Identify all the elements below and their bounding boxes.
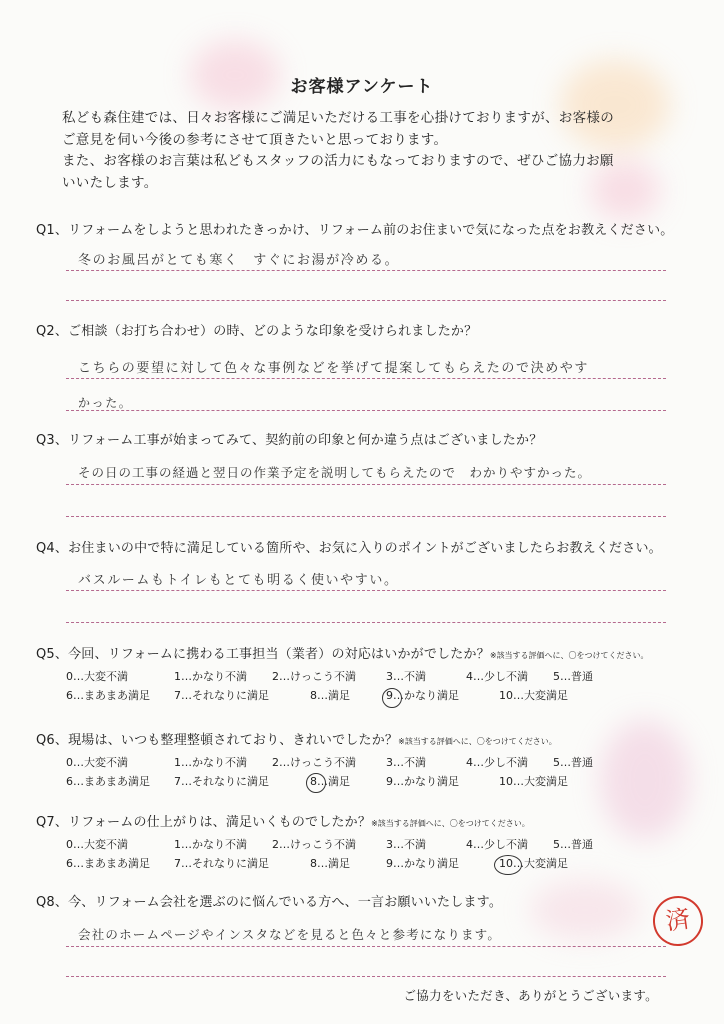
selected-rating-circle xyxy=(382,688,402,708)
handwritten-answer-3: その日の工事の経過と翌日の作業予定を説明してもらえたので わかりやすかった。 xyxy=(78,465,592,480)
page-title: お客様アンケート xyxy=(290,77,434,97)
rating-option-4[interactable]: 4…少し不満 xyxy=(466,756,528,769)
rating-scale-q6 xyxy=(66,754,626,792)
question-3: Q3、リフォーム工事が始まってみて、契約前の印象と何か違う点はございましたか？ xyxy=(36,433,543,448)
handwritten-answer-1: 冬のお風呂がとても寒く すぐにお湯が冷める。 xyxy=(78,253,400,268)
rating-option-0[interactable]: 0…大変不満 xyxy=(66,838,128,851)
question-5 xyxy=(36,646,700,665)
rating-option-6[interactable]: 6…まあまあ満足 xyxy=(66,775,150,788)
rating-option-7[interactable]: 7…それなりに満足 xyxy=(174,857,269,870)
rating-option-3[interactable]: 3…不満 xyxy=(386,838,426,851)
rating-option-6[interactable]: 6…まあまあ満足 xyxy=(66,857,150,870)
rating-option-1[interactable]: 1…かなり不満 xyxy=(174,838,247,851)
rating-option-0[interactable]: 0…大変不満 xyxy=(66,756,128,769)
answer-line-blank xyxy=(66,598,666,623)
rating-scale-q7 xyxy=(66,836,626,874)
rating-option-7[interactable]: 7…それなりに満足 xyxy=(174,689,269,702)
rating-option-3[interactable]: 3…不満 xyxy=(386,670,426,683)
question-6-text: Q6、現場は、いつも整理整頓されており、きれいでしたか？ xyxy=(36,733,399,748)
rating-option-9[interactable]: 9…かなり満足 xyxy=(386,689,459,702)
question-6-note: ※該当する評価へに、〇をつけてください。 xyxy=(398,737,557,746)
rating-option-9[interactable]: 9…かなり満足 xyxy=(386,857,459,870)
question-5-note: ※該当する評価へに、〇をつけてください。 xyxy=(489,651,649,660)
thank-you-footer: ご協力をいただき、ありがとうございます。 xyxy=(403,988,658,1003)
rating-option-5[interactable]: 5…普通 xyxy=(553,756,593,769)
intro-line: 私ども森住建では、日々お客様にご満足いただける工事を心掛けておりますが、お客様の xyxy=(62,110,614,126)
intro-line: ご意見を伺い今後の参考にさせて頂きたいと思っております。 xyxy=(62,131,448,148)
answer-line-2b xyxy=(66,386,666,411)
question-8: Q8、今、リフォーム会社を選ぶのに悩んでいる方へ、一言お願いいたします。 xyxy=(36,895,503,910)
handwritten-answer-4: バスルームもトイレもとても明るく使いやすい。 xyxy=(78,573,399,588)
rating-option-4[interactable]: 4…少し不満 xyxy=(466,670,528,683)
rating-option-4[interactable]: 4…少し不満 xyxy=(466,838,528,851)
rating-option-8[interactable]: 8…満足 xyxy=(310,857,350,870)
question-2: Q2、ご相談（お打ち合わせ）の時、どのような印象を受けられましたか？ xyxy=(36,324,478,339)
rating-option-2[interactable]: 2…けっこう不満 xyxy=(272,838,356,851)
rating-option-1[interactable]: 1…かなり不満 xyxy=(174,756,247,769)
answer-line-blank xyxy=(66,952,666,977)
rating-option-5[interactable]: 5…普通 xyxy=(553,838,593,851)
rating-option-2[interactable]: 2…けっこう不満 xyxy=(272,670,356,683)
answer-line-blank xyxy=(66,276,666,301)
selected-rating-circle xyxy=(306,773,326,793)
rating-option-0[interactable]: 0…大変不満 xyxy=(66,670,128,683)
handwritten-answer-8: 会社のホームページやインスタなどを見ると色々と参考になります。 xyxy=(78,927,502,942)
question-6 xyxy=(36,732,700,751)
rating-scale-q5 xyxy=(66,668,626,706)
handwritten-answer-2: こちらの要望に対して色々な事例などを挙げて提案してもらえたので決めやす xyxy=(78,361,590,376)
question-7-text: Q7、リフォームの仕上がりは、満足いくものでしたか？ xyxy=(36,815,372,830)
question-7 xyxy=(36,814,700,833)
question-7-note: ※該当する評価へに、〇をつけてください。 xyxy=(371,819,530,828)
question-4: Q4、お住まいの中で特に満足している箇所や、お気に入りのポイントがございましたらお教えください。 xyxy=(36,541,662,556)
rating-option-3[interactable]: 3…不満 xyxy=(386,756,426,769)
question-1: Q1、リフォームをしようと思われたきっかけ、リフォーム前のお住まいで気になった点をお教えください。 xyxy=(36,223,674,238)
rating-option-10[interactable]: 10…大変満足 xyxy=(499,775,568,788)
rating-option-10[interactable]: 10…大変満足 xyxy=(499,689,568,702)
rating-option-8[interactable]: 8…満足 xyxy=(310,775,350,788)
checked-stamp: 済 xyxy=(650,893,706,949)
handwritten-answer-2b: かった。 xyxy=(78,396,133,410)
answer-line-blank xyxy=(66,492,666,517)
rating-option-7[interactable]: 7…それなりに満足 xyxy=(174,775,269,788)
intro-text xyxy=(62,108,682,194)
rating-option-5[interactable]: 5…普通 xyxy=(553,670,593,683)
rating-option-9[interactable]: 9…かなり満足 xyxy=(386,775,459,788)
rating-option-1[interactable]: 1…かなり不満 xyxy=(174,670,247,683)
question-5-text: Q5、今回、リフォームに携わる工事担当（業者）の対応はいかがでしたか？ xyxy=(36,647,490,662)
rating-option-6[interactable]: 6…まあまあ満足 xyxy=(66,689,150,702)
selected-rating-circle xyxy=(494,855,522,875)
intro-line: また、お客様のお言葉は私どもスタッフの活力にもなっておりますので、ぜひご協力お願 xyxy=(62,153,614,169)
rating-option-10[interactable]: 10…大変満足 xyxy=(499,857,568,870)
rating-option-8[interactable]: 8…満足 xyxy=(310,689,350,702)
rating-option-2[interactable]: 2…けっこう不満 xyxy=(272,756,356,769)
intro-line: いいたします。 xyxy=(62,174,158,191)
